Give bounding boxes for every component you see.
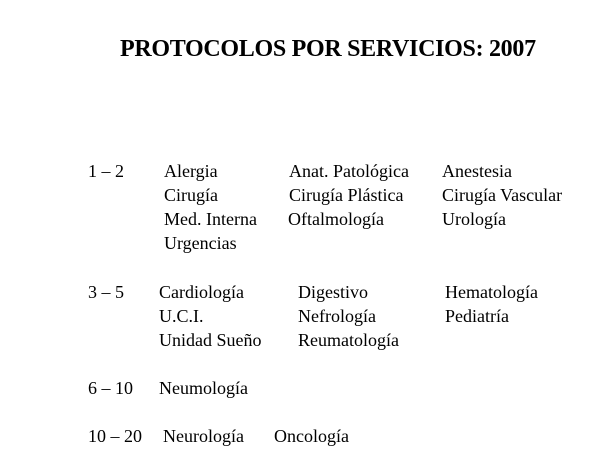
service-cirugia-vascular: Cirugía Vascular	[442, 185, 563, 205]
service-cirugia: Cirugía	[164, 185, 218, 205]
service-unidad-sueno: Unidad Sueño	[159, 330, 262, 350]
service-cirugia-plastica: Cirugía Plástica	[289, 185, 404, 205]
service-neurologia: Neurología	[163, 426, 244, 446]
service-oncologia: Oncología	[274, 426, 349, 446]
service-pediatria: Pediatría	[445, 306, 509, 326]
service-uci: U.C.I.	[159, 306, 204, 326]
service-nefrologia: Nefrología	[298, 306, 376, 326]
service-cardiologia: Cardiología	[159, 282, 244, 302]
group-range-6-10: 6 – 10	[88, 378, 133, 398]
service-urgencias: Urgencias	[164, 233, 237, 253]
group-range-1-2: 1 – 2	[88, 161, 124, 181]
service-oftalmologia: Oftalmología	[288, 209, 384, 229]
service-neumologia: Neumología	[159, 378, 248, 398]
service-hematologia: Hematología	[445, 282, 538, 302]
service-alergia: Alergia	[164, 161, 218, 181]
service-urologia: Urología	[442, 209, 506, 229]
service-digestivo: Digestivo	[298, 282, 368, 302]
group-range-3-5: 3 – 5	[88, 282, 124, 302]
group-range-10-20: 10 – 20	[88, 426, 142, 446]
page-title: PROTOCOLOS POR SERVICIOS: 2007	[120, 36, 536, 62]
service-med-interna: Med. Interna	[164, 209, 257, 229]
service-reumatologia: Reumatología	[298, 330, 399, 350]
service-anat-patologica: Anat. Patológica	[289, 161, 409, 181]
service-anestesia: Anestesia	[442, 161, 512, 181]
